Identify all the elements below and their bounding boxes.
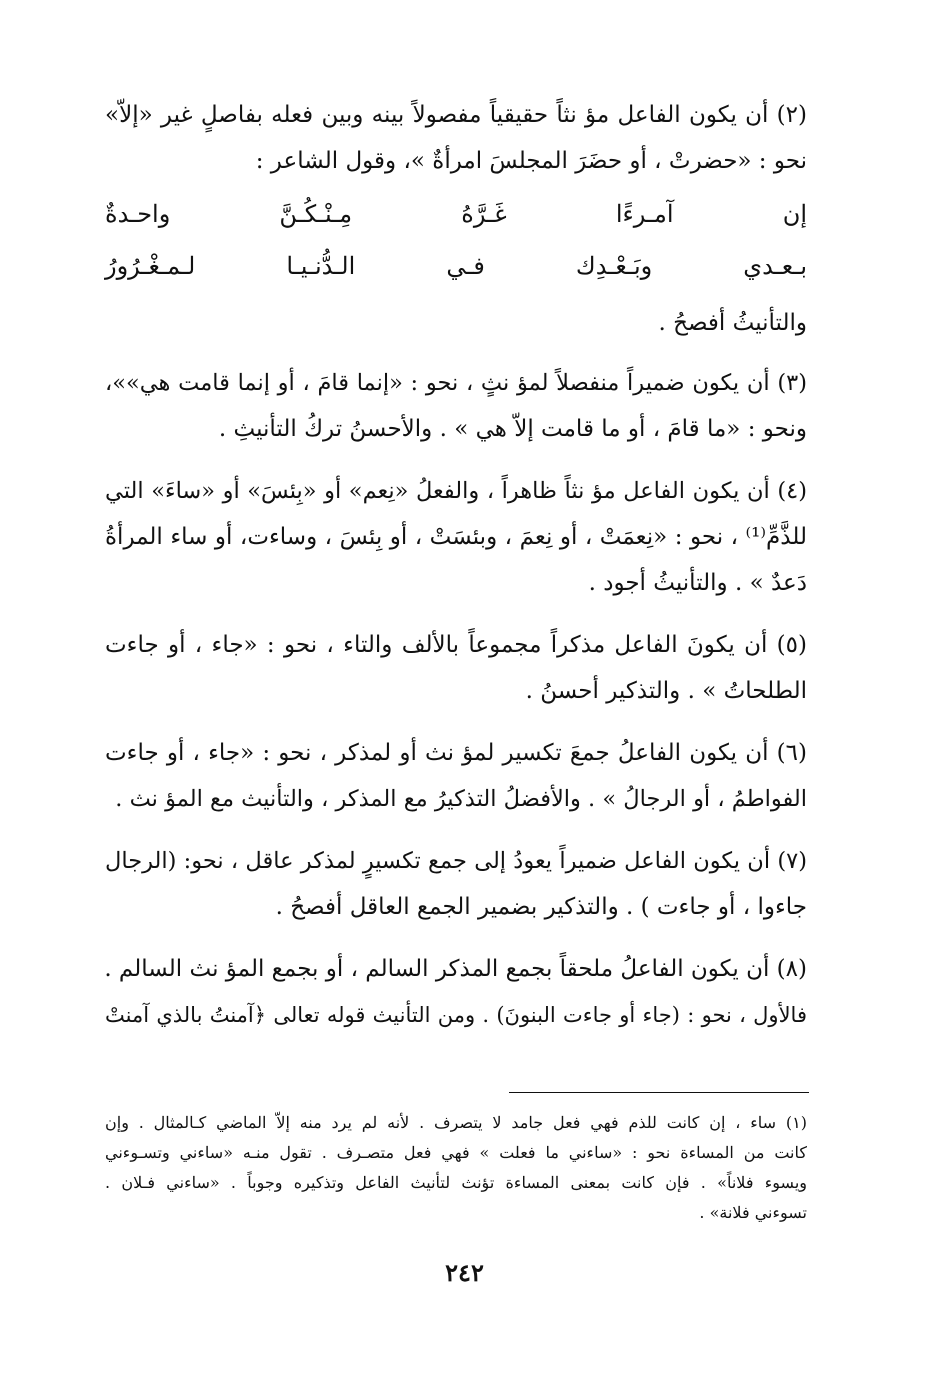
- paragraph-8: [105, 946, 807, 1038]
- paragraph-6: [105, 730, 807, 822]
- paragraph-7: [105, 838, 807, 930]
- footnote: [105, 1108, 807, 1228]
- text-line: (٢) أن يكون الفاعل مؤ نثاً حقيقياً مفصولاً بينه وبين فعله بفاصلٍ غير «إلاّ»: [105, 102, 807, 128]
- verse-first-hemistich: إن آمـرءًا غَـرَّهُ مِـنْـكُـنَّ واحـدةٌ: [105, 200, 807, 228]
- paragraph-5: [105, 622, 807, 714]
- footnote-line: (١) ساء ، إن كانت للذم فهي فعل جامد لا يتصرف . لأنه لم يرد منه إلاّ الماضي كـالمثال . وإن: [105, 1113, 807, 1132]
- paragraph-4: [105, 468, 807, 606]
- main-text: [105, 92, 807, 1054]
- text-line: دَعدٌ » . والتأنيثُ أجود .: [588, 570, 807, 596]
- paragraph-2: [105, 92, 807, 184]
- text-line: جاءوا ، أو جاءت ) . والتذكير بضمير الجمع العاقل أفصحُ .: [275, 894, 807, 920]
- text-line: (٣) أن يكون ضميراً منفصلاً لمؤ نثٍ ، نحو : «إنما قامَ ، أو إنما قامت هي»»،: [105, 370, 807, 396]
- text-line: (٤) أن يكون الفاعل مؤ نثاً ظاهراً ، والفعلُ «نِعم» أو «بِئسَ» أو «ساءَ» التي: [105, 478, 807, 504]
- text-line: نحو : «حضرتْ ، أو حضَرَ المجلسَ امرأةٌ »، وقول الشاعر :: [255, 148, 807, 174]
- footnote-line: كانت من المساءة نحو : «ساءني ما فعلت » فهي فعل متصـرف . تقول منـه «ساءني وتسـوءني: [105, 1143, 807, 1162]
- footnote-line: ويسوء فلاناً» . فإن كانت بمعنى المساءة تؤنث لتأنيث الفاعل وتذكيره وجوباً . «ساءني فـلان .: [105, 1173, 807, 1192]
- text-line: (٦) أن يكون الفاعلُ جمعَ تكسير لمؤ نث أو لمذكر ، نحو : «جاء ، أو جاءت: [105, 740, 807, 766]
- text-line: فالأول ، نحو : (جاء أو جاءت البنونَ) . ومن التأنيث قوله تعالى ﴿آمنتُ بالذي آمنتْ: [105, 1003, 807, 1027]
- text-line: (٨) أن يكون الفاعلُ ملحقاً بجمع المذكر السالم ، أو بجمع المؤ نث السالم .: [104, 956, 807, 982]
- verse-second-hemistich: بـعـدي وبَـعْـدِك فـي الـدُّنـيـا لـمـغْـرُورُ: [105, 252, 807, 280]
- paragraph-3: [105, 360, 807, 452]
- footnote-divider: [509, 1092, 809, 1093]
- poem-verse: [105, 188, 807, 346]
- text-line: (٧) أن يكون الفاعل ضميراً يعودُ إلى جمع تكسيرٍ لمذكر عاقل ، نحو: (الرجال: [105, 848, 807, 874]
- text-line: ونحو : «ما قامَ ، أو ما قامت إلاّ هي » . والأحسنُ تركُ التأنيثِ .: [218, 416, 807, 442]
- text-line: للذَّمِّ⁽¹⁾ ، نحو : «نِعمَتْ ، أو نِعمَ ، وبئسَتْ ، أو بِئسَ ، وساءت، أو ساء المرأةُ: [105, 524, 807, 550]
- text-line: والتأنيثُ أفصحُ .: [658, 310, 807, 336]
- page-number: ٢٤٢: [445, 1258, 484, 1287]
- text-line: الطلحاتُ » . والتذكير أحسنُ .: [525, 678, 807, 704]
- text-line: الفواطمُ ، أو الرجالُ » . والأفضلُ التذكيرُ مع المذكر ، والتأنيث مع المؤ نث .: [115, 786, 807, 812]
- footnote-line: تسوءني فلانة» .: [699, 1203, 807, 1222]
- text-line: (٥) أن يكونَ الفاعل مذكراً مجموعاً بالألف والتاء ، نحو : «جاء ، أو جاءت: [105, 632, 807, 658]
